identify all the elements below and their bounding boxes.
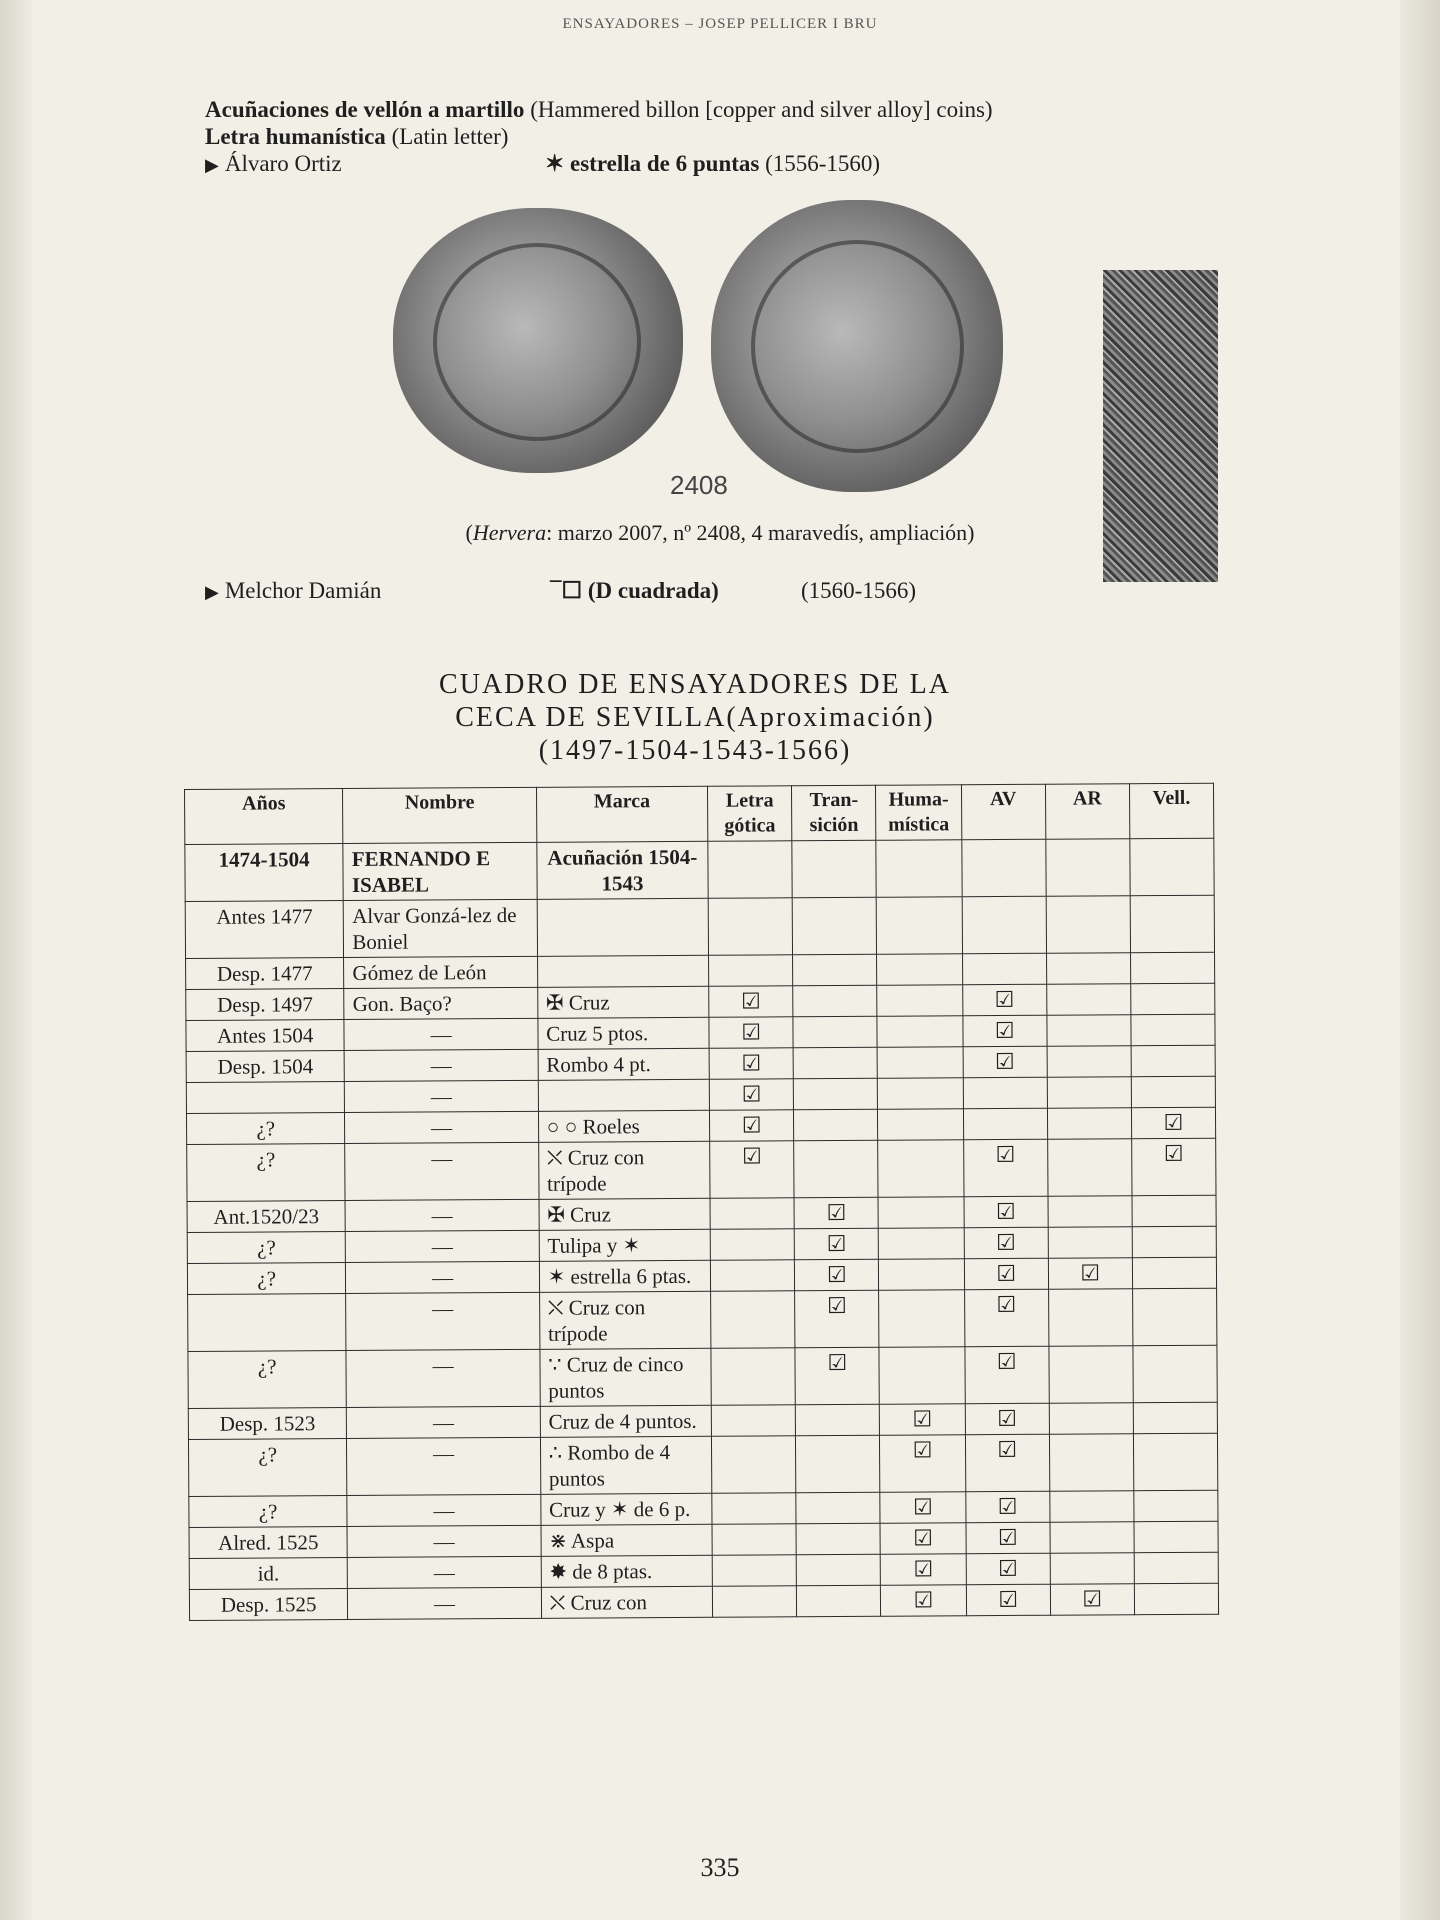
assayers-table-body: [185, 838, 1219, 1620]
empty-cell: [1047, 1077, 1131, 1109]
empty-cell: [712, 1436, 796, 1494]
cell-year: ¿?: [187, 1263, 346, 1295]
empty-cell: [877, 954, 962, 986]
cell-year: Desp. 1497: [186, 989, 345, 1021]
empty-cell: [708, 841, 792, 899]
cell-mark: [537, 898, 709, 956]
table-row: [185, 895, 1214, 958]
empty-cell: [794, 1109, 878, 1141]
cell-year: id.: [189, 1558, 348, 1590]
empty-cell: [963, 1077, 1047, 1109]
page-edge-right: [1400, 0, 1440, 1920]
checkbox-checked-icon: ☑: [963, 1015, 1047, 1047]
cell-name: —: [345, 1080, 538, 1112]
checkbox-checked-icon: ☑: [962, 984, 1046, 1016]
cell-year: Antes 1477: [185, 901, 344, 959]
cell-year: ¿?: [187, 1144, 346, 1202]
assayer-name-ortiz: Álvaro Ortiz: [224, 151, 342, 176]
cell-year: Desp. 1523: [188, 1408, 347, 1440]
checkbox-checked-icon: ☑: [965, 1346, 1049, 1404]
cell-year: ¿?: [188, 1351, 347, 1409]
cell-name: —: [346, 1230, 539, 1262]
empty-cell: [877, 1047, 962, 1079]
empty-cell: [1046, 896, 1130, 954]
intro-line-1: [205, 96, 1165, 123]
empty-cell: [794, 1140, 878, 1198]
empty-cell: [962, 896, 1046, 954]
empty-cell: [796, 1554, 880, 1586]
cell-year: [188, 1294, 347, 1352]
empty-cell: [1047, 1108, 1131, 1140]
table-header-cell: Letra gótica: [708, 786, 792, 842]
empty-cell: [1132, 1257, 1216, 1289]
empty-cell: [711, 1260, 795, 1292]
table-row: [188, 1433, 1217, 1496]
intro-line-1-rest: (Hammered billon [copper and silver alloy] coins): [524, 97, 993, 122]
empty-cell: [1047, 1139, 1131, 1197]
cell-mark: Acuñación 1504-1543: [537, 841, 709, 899]
cell-name: Alvar Gonzá-lez de Boniel: [344, 899, 538, 957]
assayers-table: [184, 783, 1219, 1621]
cell-name: —: [345, 1111, 538, 1143]
table-header-cell: Años: [185, 789, 344, 845]
assayer-years-ortiz: (1556-1560): [759, 151, 881, 176]
empty-cell: [709, 955, 793, 987]
cell-name: —: [347, 1406, 540, 1438]
checkbox-checked-icon: ☑: [963, 1046, 1047, 1078]
empty-cell: [1130, 952, 1214, 984]
assayer-name-melchor-text: Melchor Damián: [224, 578, 382, 603]
cell-mark: ✠ Cruz: [539, 1198, 711, 1230]
cell-name: —: [344, 1018, 537, 1050]
empty-cell: [797, 1585, 881, 1617]
checkbox-checked-icon: ☑: [880, 1492, 965, 1524]
empty-cell: [712, 1555, 796, 1587]
empty-cell: [792, 897, 876, 955]
table-header-cell: Tran-sición: [792, 785, 876, 841]
cell-mark: [538, 1079, 710, 1111]
empty-cell: [1131, 1014, 1215, 1046]
table-row: [188, 1288, 1217, 1351]
checkbox-checked-icon: ☑: [709, 986, 793, 1018]
cell-mark: ⛌ Cruz con: [541, 1586, 713, 1618]
intro-line-2-bold: Letra humanística: [205, 124, 386, 149]
empty-cell: [1047, 1015, 1131, 1047]
empty-cell: [876, 840, 962, 898]
checkbox-checked-icon: ☑: [880, 1435, 966, 1493]
empty-cell: [1046, 953, 1130, 985]
empty-cell: [877, 985, 962, 1017]
cell-year: Ant.1520/23: [187, 1201, 346, 1233]
checkbox-checked-icon: ☑: [709, 1079, 793, 1111]
empty-cell: [879, 1290, 965, 1348]
cell-mark: Tulipa y ✶: [539, 1229, 711, 1261]
empty-cell: [796, 1404, 880, 1436]
cell-name: —: [347, 1437, 541, 1495]
empty-cell: [796, 1435, 880, 1493]
empty-cell: [879, 1228, 964, 1260]
empty-cell: [963, 1108, 1047, 1140]
empty-cell: [1048, 1196, 1132, 1228]
checkbox-checked-icon: ☑: [795, 1290, 879, 1348]
empty-cell: [793, 954, 877, 986]
intro-line-1-bold: Acuñaciones de vellón a martillo: [205, 97, 525, 122]
cell-mark: ⛌ Cruz con trípode: [539, 1291, 711, 1349]
cell-year: Desp. 1525: [189, 1589, 348, 1621]
checkbox-checked-icon: ☑: [710, 1141, 794, 1199]
empty-cell: [1130, 895, 1215, 953]
page-edge-left: [0, 0, 32, 1920]
empty-cell: [961, 839, 1045, 897]
cell-year: Antes 1504: [186, 1020, 345, 1052]
cell-year: 1474-1504: [185, 844, 344, 902]
empty-cell: [1048, 1289, 1132, 1347]
empty-cell: [1049, 1403, 1133, 1435]
coin-photo: [393, 200, 1003, 500]
cell-name: —: [347, 1525, 540, 1557]
cell-year: [186, 1082, 345, 1114]
triangle-bullet-icon: ▶: [205, 155, 219, 175]
empty-cell: [710, 1198, 794, 1230]
empty-cell: [1050, 1491, 1134, 1523]
cell-name: —: [346, 1261, 539, 1293]
empty-cell: [1050, 1553, 1134, 1585]
table-title-line-1: CUADRO DE ENSAYADORES DE LA: [439, 669, 951, 700]
cell-year: Desp. 1477: [186, 958, 345, 990]
empty-cell: [1132, 1195, 1216, 1227]
table-header-cell: AV: [961, 784, 1045, 840]
empty-cell: [793, 1016, 877, 1048]
table-row: [187, 1138, 1216, 1201]
checkbox-checked-icon: ☑: [965, 1403, 1049, 1435]
intro-line-3: [205, 150, 1165, 177]
table-header-cell: AR: [1045, 784, 1129, 840]
table-row: [189, 1583, 1218, 1620]
empty-cell: [796, 1492, 880, 1524]
empty-cell: [1050, 1522, 1134, 1554]
empty-cell: [1046, 984, 1130, 1016]
checkbox-checked-icon: ☑: [709, 1048, 793, 1080]
table-title: [0, 668, 1390, 767]
cell-mark: Rombo 4 pt.: [538, 1048, 710, 1080]
cell-name: —: [346, 1292, 540, 1350]
empty-cell: [793, 985, 877, 1017]
cell-name: —: [346, 1349, 540, 1407]
empty-cell: [1047, 1046, 1131, 1078]
cell-year: Desp. 1504: [186, 1051, 345, 1083]
empty-cell: [878, 1140, 964, 1198]
empty-cell: [708, 898, 792, 956]
checkbox-checked-icon: ☑: [1131, 1107, 1215, 1139]
empty-cell: [712, 1524, 796, 1556]
assayer-name-melchor: [205, 578, 381, 604]
cell-name: —: [344, 1049, 537, 1081]
empty-cell: [878, 1109, 963, 1141]
empty-cell: [1134, 1490, 1218, 1522]
cell-mark: Cruz de 4 puntos.: [540, 1405, 712, 1437]
cell-name: —: [348, 1587, 541, 1619]
cell-name: Gon. Baço?: [344, 987, 537, 1019]
cell-year: Alred. 1525: [189, 1527, 348, 1559]
cell-mark: ∴ Rombo de 4 puntos: [540, 1436, 712, 1494]
empty-cell: [877, 897, 963, 955]
checkbox-checked-icon: ☑: [966, 1553, 1050, 1585]
table-header-cell: Vell.: [1129, 783, 1214, 839]
empty-cell: [1133, 1433, 1218, 1491]
cell-mark: [537, 955, 709, 987]
empty-cell: [1132, 1226, 1216, 1258]
triangle-bullet-icon: ▶: [205, 582, 219, 602]
running-header: ENSAYADORES – JOSEP PELLICER I BRU: [562, 16, 878, 32]
empty-cell: [1130, 838, 1215, 896]
empty-cell: [877, 1016, 962, 1048]
table-header-row: [185, 783, 1214, 844]
coin-catalog-number: 2408: [670, 470, 728, 500]
empty-cell: [713, 1586, 797, 1618]
empty-cell: [879, 1347, 965, 1405]
empty-cell: [711, 1348, 795, 1406]
checkbox-checked-icon: ☑: [881, 1554, 966, 1586]
empty-cell: [1131, 1045, 1215, 1077]
checkbox-checked-icon: ☑: [966, 1522, 1050, 1554]
cell-mark: ⋇ Aspa: [541, 1524, 713, 1556]
cell-year: ¿?: [189, 1496, 348, 1528]
empty-cell: [712, 1493, 796, 1525]
checkbox-checked-icon: ☑: [963, 1139, 1047, 1197]
checkbox-checked-icon: ☑: [794, 1228, 878, 1260]
checkbox-checked-icon: ☑: [965, 1434, 1049, 1492]
intro-block: [205, 96, 1165, 177]
empty-cell: [796, 1523, 880, 1555]
checkbox-checked-icon: ☑: [1048, 1258, 1132, 1290]
checkbox-checked-icon: ☑: [1050, 1584, 1134, 1616]
empty-cell: [794, 1078, 878, 1110]
checkbox-checked-icon: ☑: [964, 1258, 1048, 1290]
checkbox-checked-icon: ☑: [1131, 1138, 1216, 1196]
empty-cell: [1133, 1345, 1218, 1403]
cell-year: ¿?: [188, 1439, 347, 1497]
empty-cell: [792, 840, 876, 898]
assayer-mark-melchor: ¯☐ (D cuadrada): [550, 578, 719, 603]
assayer-mark-ortiz-bold: ✶ estrella de 6 puntas: [545, 151, 760, 176]
caption-italic: Hervera: [472, 520, 547, 545]
coin-reverse-rim: [751, 240, 964, 453]
table-header-cell: Marca: [536, 786, 708, 842]
empty-cell: [1131, 1076, 1215, 1108]
caption-rest: : marzo 2007, nº 2408, 4 maravedís, ampliación): [546, 520, 975, 545]
empty-cell: [962, 953, 1046, 985]
empty-cell: [1049, 1434, 1133, 1492]
table-title-line-3: (1497-1504-1543-1566): [538, 735, 852, 766]
table-row: [185, 838, 1214, 901]
checkbox-checked-icon: ☑: [964, 1196, 1048, 1228]
checkbox-checked-icon: ☑: [710, 1110, 794, 1142]
cell-mark: Cruz y ✶ de 6 p.: [541, 1493, 713, 1525]
table-header-cell: Huma-mística: [876, 785, 962, 841]
checkbox-checked-icon: ☑: [794, 1197, 878, 1229]
coin-reverse-image: [711, 200, 1003, 492]
coin-caption: [0, 520, 1440, 546]
cell-name: —: [345, 1142, 539, 1200]
table-header-cell: Nombre: [343, 787, 537, 843]
checkbox-checked-icon: ☑: [964, 1227, 1048, 1259]
cell-mark: ✶ estrella 6 ptas.: [539, 1260, 711, 1292]
assayers-table-head: [185, 783, 1214, 844]
cell-name: —: [345, 1199, 538, 1231]
empty-cell: [1048, 1227, 1132, 1259]
checkbox-checked-icon: ☑: [795, 1259, 879, 1291]
table-row: [188, 1345, 1217, 1408]
cell-mark: ✸ de 8 ptas.: [541, 1555, 713, 1587]
empty-cell: [1046, 839, 1130, 897]
empty-cell: [1132, 1288, 1217, 1346]
empty-cell: [1049, 1346, 1133, 1404]
caption-open: (: [465, 520, 473, 545]
empty-cell: [1134, 1583, 1218, 1615]
page-number: 335: [700, 1853, 740, 1882]
cell-mark: ✠ Cruz: [537, 986, 709, 1018]
checkbox-checked-icon: ☑: [709, 1017, 793, 1049]
empty-cell: [793, 1047, 877, 1079]
empty-cell: [1133, 1402, 1217, 1434]
coin-obverse-rim: [433, 243, 641, 441]
checkbox-checked-icon: ☑: [965, 1491, 1049, 1523]
empty-cell: [879, 1259, 964, 1291]
assayer-years-melchor: (1560-1566): [801, 578, 916, 603]
table-title-line-2: CECA DE SEVILLA(Aproximación): [455, 702, 935, 733]
intro-line-2: [205, 123, 1165, 150]
checkbox-checked-icon: ☑: [880, 1404, 965, 1436]
cell-name: FERNANDO E ISABEL: [343, 842, 537, 900]
assayer-mark-ortiz: [545, 150, 880, 177]
cell-mark: Cruz 5 ptos.: [538, 1017, 710, 1049]
checkbox-checked-icon: ☑: [964, 1289, 1048, 1347]
empty-cell: [710, 1229, 794, 1261]
checkbox-checked-icon: ☑: [966, 1584, 1050, 1616]
cell-mark: ○ ○ Roeles: [538, 1110, 710, 1142]
empty-cell: [878, 1197, 963, 1229]
cell-year: ¿?: [186, 1113, 345, 1145]
checkbox-checked-icon: ☑: [795, 1347, 879, 1405]
cell-name: —: [347, 1494, 540, 1526]
cell-name: —: [348, 1556, 541, 1588]
cell-name: Gómez de León: [344, 956, 537, 988]
checkbox-checked-icon: ☑: [880, 1523, 965, 1555]
cell-year: ¿?: [187, 1232, 346, 1264]
empty-cell: [1134, 1552, 1218, 1584]
intro-line-2-rest: (Latin letter): [385, 124, 509, 149]
empty-cell: [711, 1291, 795, 1349]
empty-cell: [1131, 983, 1215, 1015]
empty-cell: [878, 1078, 963, 1110]
empty-cell: [711, 1405, 795, 1437]
cell-mark: ∵ Cruz de cinco puntos: [540, 1348, 712, 1406]
assayer-line-melchor: [205, 578, 1005, 608]
empty-cell: [1134, 1521, 1218, 1553]
coin-obverse-image: [393, 208, 683, 473]
cell-mark: ⛌ Cruz con trípode: [538, 1141, 710, 1199]
checkbox-checked-icon: ☑: [881, 1585, 966, 1617]
